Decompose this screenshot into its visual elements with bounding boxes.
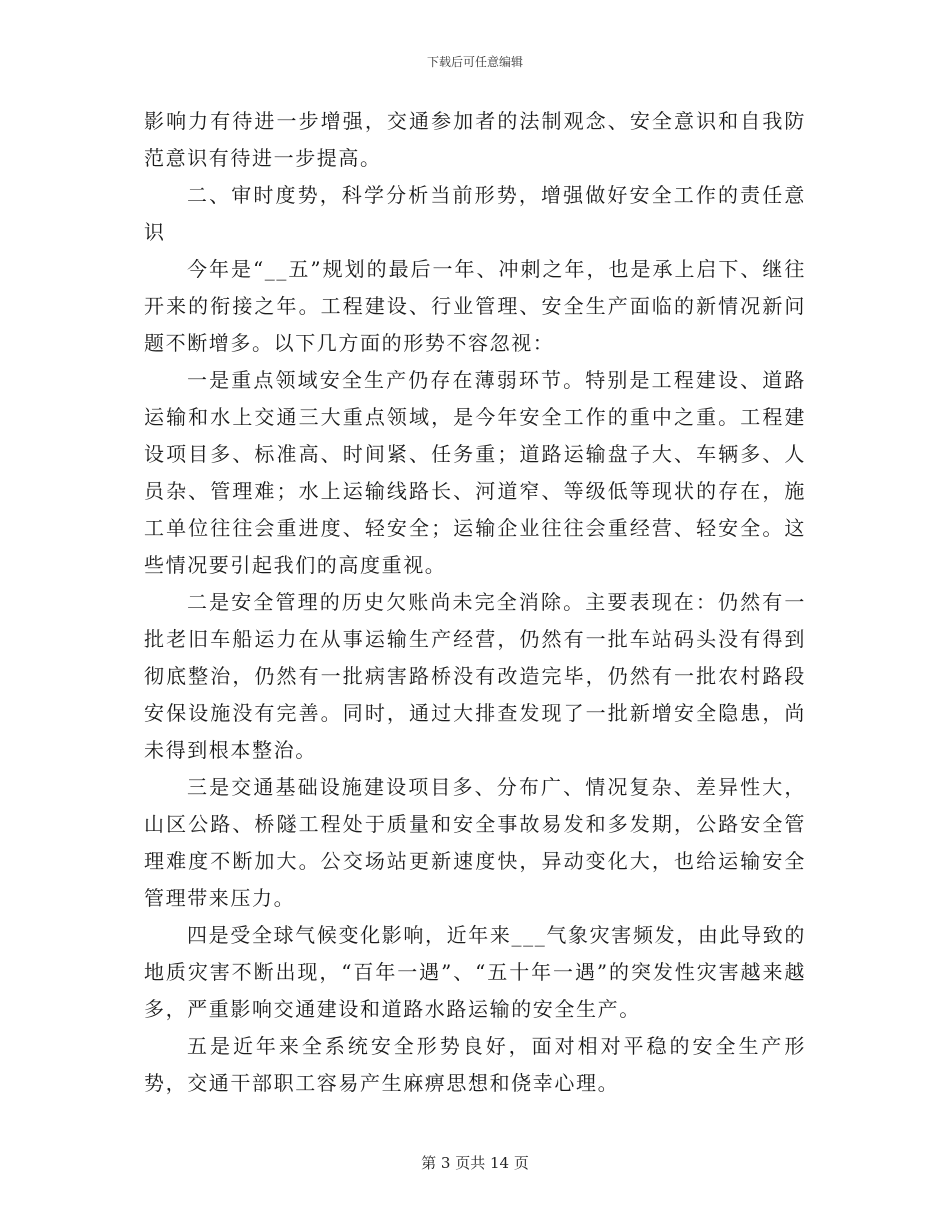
paragraph-3: 今年是“__五”规划的最后一年、冲刺之年，也是承上启下、继往开来的衔接之年。工程建设、行业管理、安全生产面临的新情况新问题不断增多。以下几方面的形势不容忽视：	[144, 257, 806, 355]
paragraph-7: 四是受全球气候变化影响，近年来___气象灾害频发，由此导致的地质灾害不断出现，“百年一遇”、“五十年一遇”的突发性灾害越来越多，严重影响交通建设和道路水路运输的安全生产。	[144, 923, 806, 1021]
paragraph-8: 五是近年来全系统安全形势良好，面对相对平稳的安全生产形势，交通干部职工容易产生麻痹思想和侥幸心理。	[144, 1034, 806, 1095]
paragraph-5: 二是安全管理的历史欠账尚未完全消除。主要表现在：仍然有一批老旧车船运力在从事运输生产经营，仍然有一批车站码头没有得到彻底整治，仍然有一批病害路桥没有改造完毕，仍然有一批农村路段安保设施没有完善。同时，通过大排查发现了一批新增安全隐患，尚未得到根本整治。	[144, 590, 806, 762]
paragraph-1: 影响力有待进一步增强，交通参加者的法制观念、安全意识和自我防范意识有待进一步提高。	[144, 109, 806, 170]
page-number: 第 3 页共 14 页	[421, 1154, 529, 1172]
paragraph-4: 一是重点领域安全生产仍存在薄弱环节。特别是工程建设、道路运输和水上交通三大重点领域，是今年安全工作的重中之重。工程建设项目多、标准高、时间紧、任务重；道路运输盘子大、车辆多、人员杂、管理难；水上运输线路长、河道窄、等级低等现状的存在，施工单位往往会重进度、轻安全；运输企业往往会重经营、轻安全。这些情况要引起我们的高度重视。	[144, 368, 806, 577]
paragraph-6: 三是交通基础设施建设项目多、分布广、情况复杂、差异性大，山区公路、桥隧工程处于质量和安全事故易发和多发期，公路安全管理难度不断加大。公交场站更新速度快，异动变化大，也给运输安全管理带来压力。	[144, 775, 806, 910]
page-header: 下载后可任意编辑	[426, 55, 523, 69]
section-heading: 二、审时度势，科学分析当前形势，增强做好安全工作的责任意识	[144, 183, 806, 244]
document-body	[144, 103, 806, 1102]
